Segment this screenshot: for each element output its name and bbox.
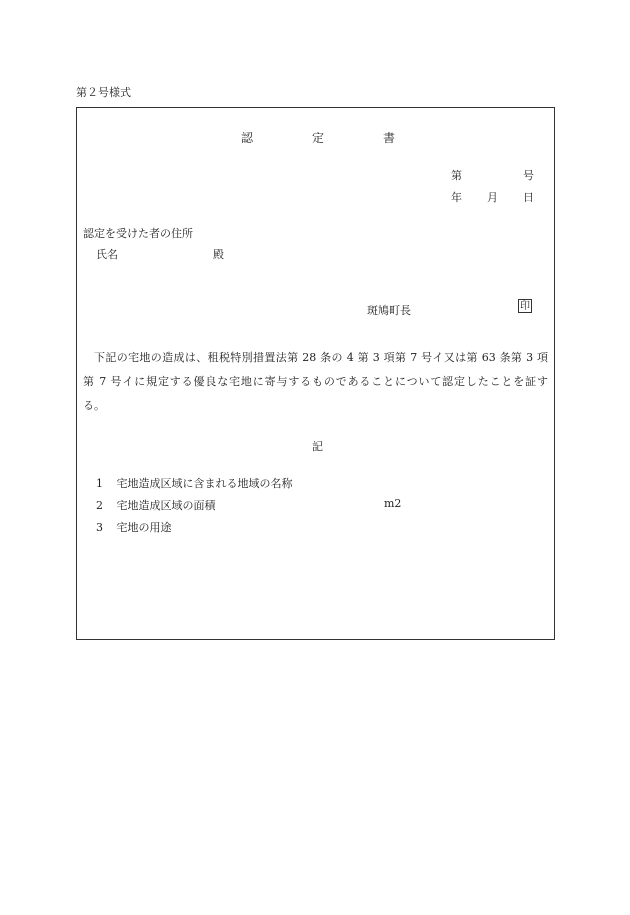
date-day: 日 xyxy=(523,191,534,204)
list-item xyxy=(96,497,216,513)
body-line-2: 第 7 号イに規定する優良な宅地に寄与するものであることについて認定したことを証す xyxy=(83,375,548,388)
date-year: 年 xyxy=(451,191,462,204)
title-char-2: 定 xyxy=(312,131,325,145)
item-number: 1 xyxy=(96,477,103,490)
item-label: 宅地造成区域の面積 xyxy=(116,499,216,512)
area-unit: m2 xyxy=(384,497,402,510)
title-char-1: 認 xyxy=(241,131,254,145)
ki-heading: 記 xyxy=(312,440,323,453)
date-month: 月 xyxy=(487,191,498,204)
item-label: 宅地の用途 xyxy=(116,521,172,534)
recipient-name-label: 氏名 xyxy=(96,248,118,261)
form-number-label: 第２号様式 xyxy=(76,86,131,99)
certificate-frame xyxy=(76,107,555,640)
body-line-1: 下記の宅地の造成は、租税特別措置法第 28 条の 4 第 3 項第 7 号イ又は第 63 条第 3 項 xyxy=(94,351,548,364)
seal-mark: 印 xyxy=(520,301,530,312)
title-char-3: 書 xyxy=(383,131,396,145)
recipient-address-label: 認定を受けた者の住所 xyxy=(83,227,193,240)
body-line-3: る。 xyxy=(83,399,105,412)
document-title xyxy=(77,131,554,147)
certification-text xyxy=(83,346,548,418)
list-item xyxy=(96,475,293,491)
honorific: 殿 xyxy=(213,248,224,261)
list-item xyxy=(96,519,172,535)
number-prefix: 第 xyxy=(451,169,462,182)
issuer-title: 斑鳩町長 xyxy=(367,304,411,317)
item-number: 3 xyxy=(96,521,103,534)
item-label: 宅地造成区域に含まれる地域の名称 xyxy=(116,477,293,490)
number-suffix: 号 xyxy=(523,169,534,182)
item-number: 2 xyxy=(96,499,103,512)
